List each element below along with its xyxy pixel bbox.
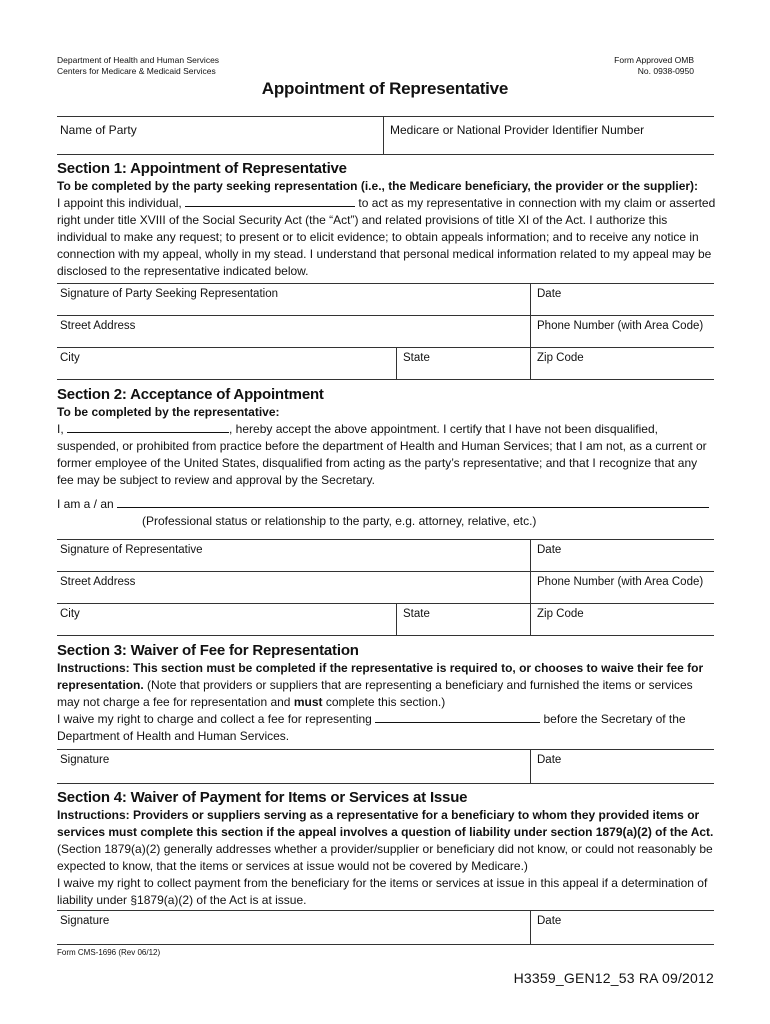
s4-signature-field[interactable]: Signature bbox=[60, 915, 110, 927]
omb-block bbox=[614, 55, 694, 77]
party-name-label: Name of Party bbox=[60, 123, 137, 137]
section-2 bbox=[57, 386, 717, 530]
s1-zip-field[interactable]: Zip Code bbox=[530, 348, 714, 379]
s2-state-field[interactable]: State bbox=[396, 604, 530, 635]
s3-date-field[interactable]: Date bbox=[530, 750, 714, 783]
s2-city-row bbox=[57, 603, 714, 636]
party-name-field[interactable] bbox=[57, 117, 383, 154]
s2-signature-field[interactable]: Signature of Representative bbox=[60, 544, 203, 556]
s2-date-field[interactable]: Date bbox=[530, 540, 714, 571]
section-4 bbox=[57, 789, 717, 909]
s4-date-field[interactable]: Date bbox=[530, 911, 714, 944]
npi-field[interactable] bbox=[383, 117, 714, 154]
s2-city-field[interactable]: City bbox=[60, 608, 80, 620]
s1-phone-field[interactable]: Phone Number (with Area Code) bbox=[530, 316, 714, 347]
form-id: Form CMS-1696 (Rev 06/12) bbox=[57, 948, 161, 957]
section-1-text: I appoint this individual, to act as my representative in connection with my claim or asserted right under title XVIII of the Social Security Act (the “Act”) and related provisions of title XI of the Act. I authorize this individual to make any request; to present or to elicit evidence; to obtain appeals information; and to receive any notice in connection with my appeal, wholly in my stead. I understand that personal medical information related to my appeal may be disclosed to the representative indicated below. bbox=[57, 196, 716, 278]
s1-address-row bbox=[57, 315, 714, 347]
section-2-text: I, , hereby accept the above appointment. I certify that I have not been disqualified, suspended, or prohibited from practice before the department of Health and Human Services; that I am not, as a current or former employee of the United States, disqualified from acting as the party’s representative; and that I recognize that any fee may be subject to review and approval by the Secretary. bbox=[57, 422, 707, 487]
section-1-instruction: To be completed by the party seeking representation (i.e., the Medicare beneficiary, the provider or the supplier): bbox=[57, 179, 699, 193]
representative-name-blank-2[interactable] bbox=[67, 423, 229, 433]
section-4-instructions: Instructions: Providers or suppliers serving as a representative for a beneficiary to whom they provided items or services must complete this section if the appeal involves a question of liability under section 1879(a)(2) of the Act. (Section 1879(a)(2) generally addresses whether a provider/supplier or beneficiary did not know, or could not reasonably be expected to know, that the items or services at issue would not be covered by Medicare.) bbox=[57, 808, 714, 873]
agency-block bbox=[57, 55, 219, 77]
section-4-waiver: I waive my right to collect payment from the beneficiary for the items or services at issue in this appeal if a determination of liability under §1879(a)(2) of the Act is at issue. bbox=[57, 876, 708, 907]
form-code: H3359_GEN12_53 RA 09/2012 bbox=[513, 970, 714, 986]
iam-hint: (Professional status or relationship to the party, e.g. attorney, relative, etc.) bbox=[142, 514, 537, 528]
section-2-instruction: To be completed by the representative: bbox=[57, 405, 280, 419]
s1-state-field[interactable]: State bbox=[396, 348, 530, 379]
cms-line: Centers for Medicare & Medicaid Services bbox=[57, 66, 216, 76]
s2-signature-row bbox=[57, 539, 714, 571]
s1-street-field[interactable]: Street Address bbox=[60, 320, 136, 332]
omb-number: No. 0938-0950 bbox=[637, 66, 694, 76]
dept-line: Department of Health and Human Services bbox=[57, 55, 220, 65]
s1-city-row bbox=[57, 347, 714, 380]
represented-party-blank[interactable] bbox=[375, 713, 540, 723]
section-1 bbox=[57, 160, 717, 280]
representative-name-blank[interactable] bbox=[185, 197, 355, 207]
npi-label: Medicare or National Provider Identifier Number bbox=[390, 123, 645, 137]
s3-signature-field[interactable]: Signature bbox=[60, 754, 110, 766]
s1-signature-row bbox=[57, 283, 714, 315]
iam-line: I am a / an bbox=[57, 496, 717, 513]
section-1-heading: Section 1: Appointment of Representative bbox=[57, 160, 347, 177]
section-3 bbox=[57, 642, 717, 745]
section-3-waiver: I waive my right to charge and collect a fee for representing before the Secretary of the Department of Health and Human Services. bbox=[57, 712, 686, 743]
s4-signature-row bbox=[57, 910, 714, 945]
s2-address-row bbox=[57, 571, 714, 603]
s2-zip-field[interactable]: Zip Code bbox=[530, 604, 714, 635]
s2-street-field[interactable]: Street Address bbox=[60, 576, 136, 588]
s2-phone-field[interactable]: Phone Number (with Area Code) bbox=[530, 572, 714, 603]
party-box bbox=[57, 116, 714, 155]
omb-approved: Form Approved OMB bbox=[614, 55, 694, 65]
s1-date-field[interactable]: Date bbox=[530, 284, 714, 315]
section-4-heading: Section 4: Waiver of Payment for Items or Services at Issue bbox=[57, 789, 468, 806]
section-3-heading: Section 3: Waiver of Fee for Representation bbox=[57, 642, 359, 659]
page-title: Appointment of Representative bbox=[261, 79, 509, 98]
s3-signature-row bbox=[57, 749, 714, 784]
section-3-instructions: Instructions: This section must be completed if the representative is required to, or chooses to waive their fee for representation. (Note that providers or suppliers that are representing a beneficiary and furnished the items or services may not charge a fee for representation and must complete this section.) bbox=[57, 661, 704, 709]
s1-signature-field[interactable]: Signature of Party Seeking Representation bbox=[60, 288, 278, 300]
s1-city-field[interactable]: City bbox=[60, 352, 80, 364]
professional-status-blank[interactable] bbox=[117, 498, 709, 508]
section-2-heading: Section 2: Acceptance of Appointment bbox=[57, 386, 324, 403]
